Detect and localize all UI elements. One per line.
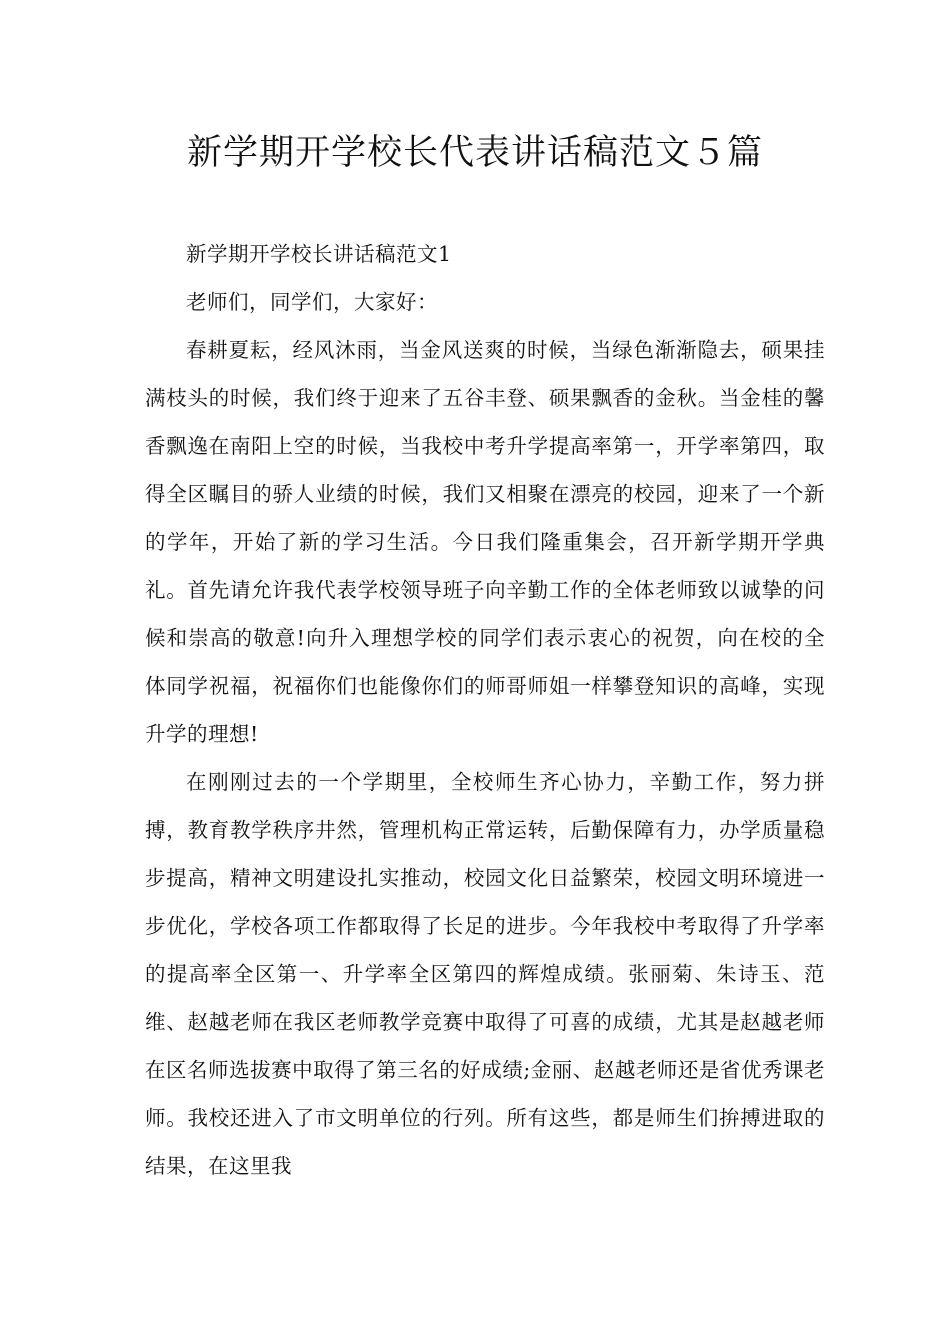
body-paragraph: 在刚刚过去的一个学期里，全校师生齐心协力，辛勤工作，努力拼搏，教育教学秩序井然，管理机构正常运转，后勤保障有力，办学质量稳步提高，精神文明建设扎实推动，校园文化日益繁荣，校园文明环境进一步优化，学校各项工作都取得了长足的进步。今年我校中考取得了升学率的提高率全区第一、升学率全区第四的辉煌成绩。张丽菊、朱诗玉、范维、赵越老师在我区老师教学竞赛中取得了可喜的成绩，尤其是赵越老师在区名师选拔赛中取得了第三名的好成绩;金丽、赵越老师还是省优秀课老师。我校还进入了市文明单位的行列。所有这些，都是师生们拚搏进取的结果，在这里我 [145,770,825,1178]
section-heading: 新学期开学校长讲话稿范文1 [186,242,452,266]
document-title: 新学期开学校长代表讲话稿范文５篇 [186,133,763,173]
body-paragraph: 春耕夏耘，经风沐雨，当金风送爽的时候，当绿色渐渐隐去，硕果挂满枝头的时候，我们终于迎来了五谷丰登、硕果飘香的金秋。当金桂的馨香飘逸在南阳上空的时候，当我校中考升学提高率第一，开学率第四，取得全区瞩目的骄人业绩的时候，我们又相聚在漂亮的校园，迎来了一个新的学年，开始了新的学习生活。今日我们隆重集会，召开新学期开学典礼。首先请允许我代表学校领导班子向辛勤工作的全体老师致以诚挚的问候和崇高的敬意!向升入理想学校的同学们表示衷心的祝贺，向在校的全体同学祝福，祝福你们也能像你们的师哥师姐一样攀登知识的高峰，实现升学的理想! [145,338,825,746]
greeting-paragraph: 老师们，同学们，大家好： [186,290,438,314]
document-body [145,230,825,1190]
